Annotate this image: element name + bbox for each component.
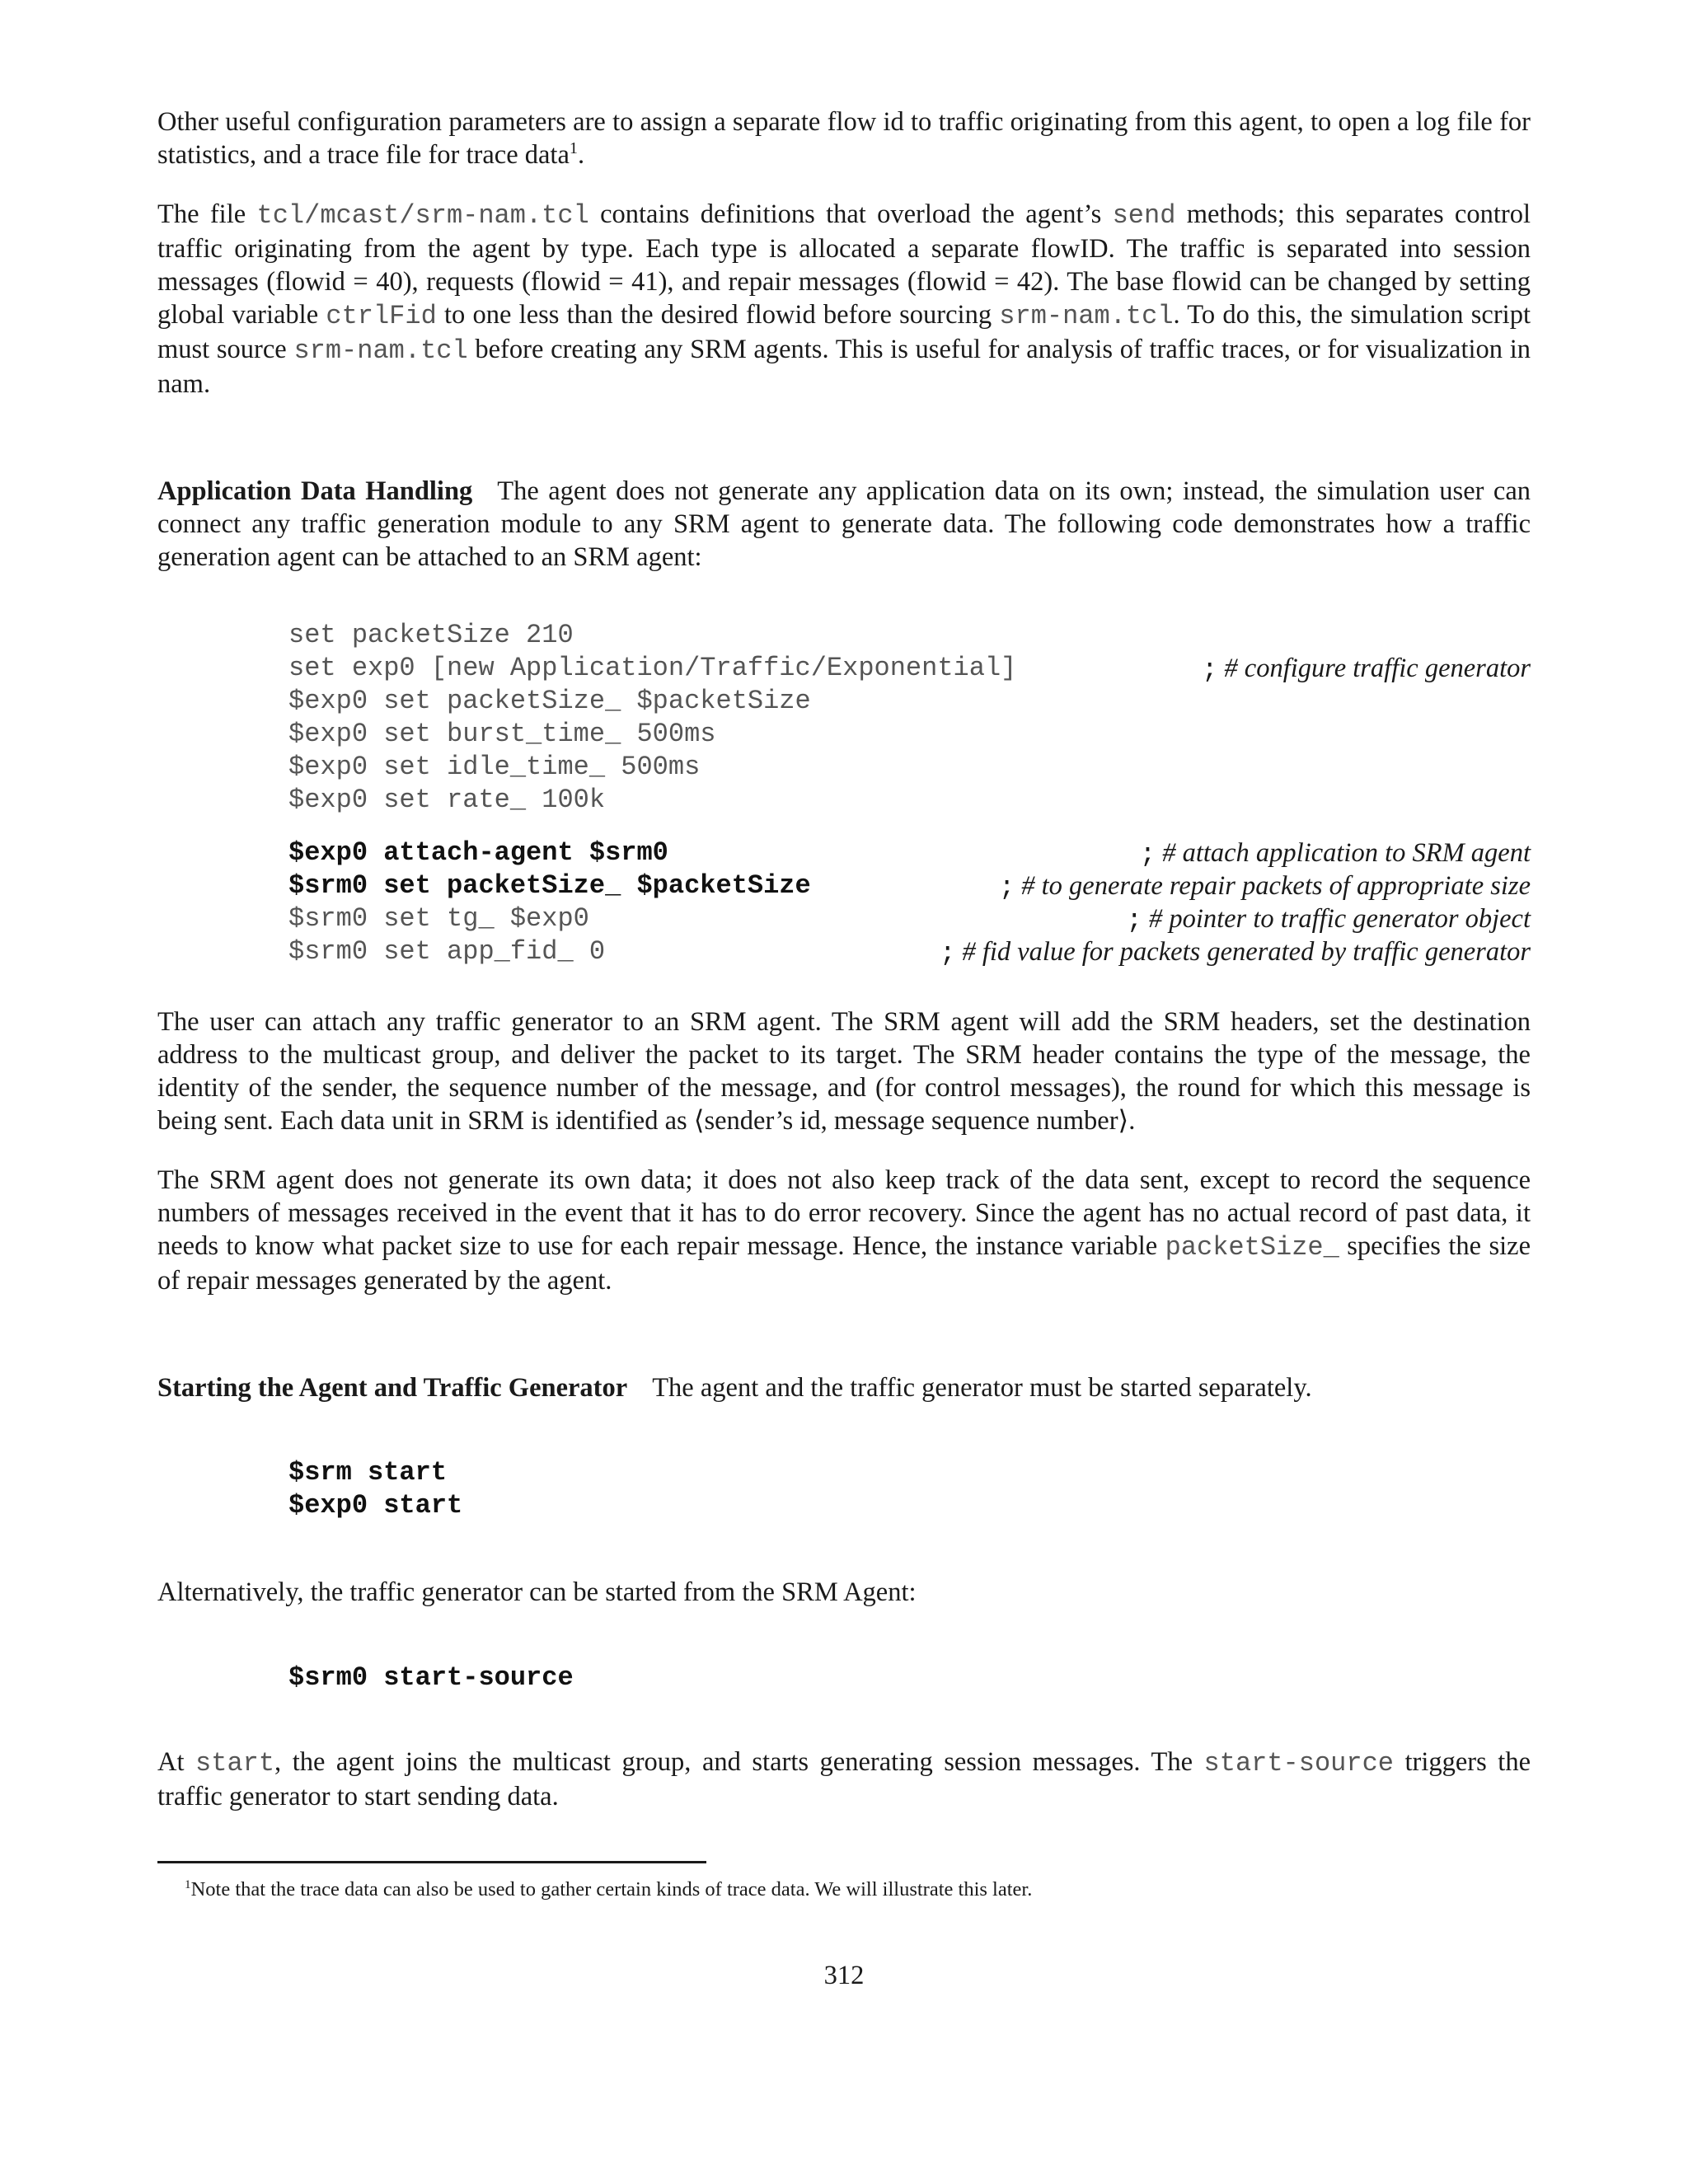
footnote-mark: 1 — [185, 1877, 191, 1891]
code-line — [288, 718, 1531, 751]
footnote-separator — [157, 1861, 706, 1863]
code-line — [288, 652, 1531, 685]
comment-text: # attach application to SRM agent — [1162, 838, 1531, 868]
code-line — [288, 751, 1531, 784]
code-line — [288, 935, 1531, 968]
code-line — [288, 685, 1531, 718]
code-inline: srm-nam.tcl — [999, 301, 1174, 331]
code-comment — [940, 935, 1531, 970]
section-starting-agent: Starting the Agent and Traffic Generator The agent and the traffic generator must be started separately. — [157, 1373, 1312, 1403]
section-application-data-handling: Application Data Handling The agent does not generate any application data on its own; instead, the simulation user can connect any traffic generation module to any SRM agent to generate data. The following code demonstrates how a traffic generation agent can be attached to an SRM agent: — [157, 476, 1531, 572]
code-text: set exp0 [new Application/Traffic/Exponential] — [288, 653, 1017, 683]
code-inline: packetSize_ — [1165, 1232, 1339, 1263]
comment-semicolon: ; — [1202, 654, 1218, 685]
code-text: $srm0 set tg_ $exp0 — [288, 903, 589, 934]
footnote-ref[interactable]: 1 — [569, 139, 578, 158]
footnote — [185, 1877, 1503, 1902]
comment-semicolon: ; — [1126, 905, 1142, 935]
paragraph-start-behaviour: At start, the agent joins the multicast group, and starts generating session messages. The start-source triggers the traffic generator to start sending data. — [157, 1747, 1531, 1811]
comment-text: # configure traffic generator — [1224, 654, 1531, 683]
code-line: $srm0 start-source — [288, 1662, 574, 1693]
code-group-configure — [288, 619, 1531, 817]
code-line — [288, 837, 1531, 869]
code-inline: ctrlFid — [326, 301, 437, 331]
code-line: $exp0 start — [288, 1490, 463, 1521]
comment-text: # fid value for packets generated by traffic generator — [962, 937, 1531, 967]
code-text: $exp0 set packetSize_ $packetSize — [288, 686, 811, 716]
code-group-attach — [288, 837, 1531, 968]
code-text: $exp0 attach-agent $srm0 — [288, 837, 668, 868]
code-text: set packetSize 210 — [288, 620, 574, 650]
code-line: $srm start — [288, 1457, 448, 1488]
section-heading: Application Data Handling — [157, 476, 473, 506]
page-number: 312 — [823, 1961, 865, 1990]
code-text: $srm0 set app_fid_ 0 — [288, 936, 606, 967]
code-comment — [1202, 652, 1531, 687]
comment-semicolon: ; — [998, 872, 1015, 902]
code-text: $exp0 set rate_ 100k — [288, 785, 606, 815]
comment-semicolon: ; — [1139, 839, 1156, 869]
section-heading: Starting the Agent and Traffic Generator — [157, 1373, 628, 1403]
code-inline: start-source — [1203, 1748, 1394, 1779]
paragraph-config-params: Other useful configuration parameters are to assign a separate flow id to traffic originating from this agent, to open a log file for statistics, and a trace file for trace data$^1$. — [157, 107, 1531, 170]
code-text: $srm0 set packetSize_ $packetSize — [288, 870, 811, 901]
footnote-text: Note that the trace data can also be used to gather certain kinds of trace data. We will illustrate this later. — [190, 1878, 1033, 1900]
paragraph-alternative-start: Alternatively, the traffic generator can be started from the SRM Agent: — [157, 1577, 917, 1607]
document-page — [157, 105, 1531, 1813]
code-line — [288, 619, 1531, 652]
code-block-start-source — [288, 1661, 1531, 1694]
code-comment — [999, 869, 1531, 904]
code-text: $exp0 set burst_time_ 500ms — [288, 719, 716, 749]
paragraph-srm-headers: The user can attach any traffic generator to an SRM agent. The SRM agent will add the SRM headers, set the destination address to the multicast group, and deliver the packet to its target. The SRM header contains the type of the message, the identity of the sender, the sequence number of the message, and (for control messages), the round for which this message is being sent. Each data unit in SRM is identified as ⟨sender’s id, message sequence number⟩. — [157, 1007, 1531, 1136]
comment-text: # to generate repair packets of appropriate size — [1021, 871, 1531, 901]
comment-semicolon: ; — [940, 938, 956, 968]
code-inline: tcl/mcast/srm-nam.tcl — [256, 200, 589, 231]
code-inline: start — [195, 1748, 275, 1779]
code-line — [288, 869, 1531, 902]
comment-text: # pointer to traffic generator object — [1148, 904, 1531, 934]
code-text: $exp0 set idle_time_ 500ms — [288, 752, 701, 782]
code-block-traffic-generator — [288, 619, 1531, 968]
paragraph-srm-nam: The file tcl/mcast/srm-nam.tcl contains definitions that overload the agent’s send methods; this separates control traffic originating from the agent by type. Each type is allocated a separate flowID. The traffic is separated into session messages (flowid = 40), requests (flowid = 41), and repair messages (flowid = 42). The base flowid can be changed by setting global variable ctrlFid to one less than the desired flowid before sourcing srm-nam.tcl. To do this, the simulation script must source srm-nam.tcl before creating any SRM agents. This is useful for analysis of traffic traces, or for visualization in nam. — [157, 199, 1531, 399]
code-line — [288, 902, 1531, 935]
code-inline: send — [1112, 200, 1176, 231]
code-inline: srm-nam.tcl — [293, 335, 468, 366]
code-block-start — [288, 1456, 1531, 1522]
paragraph-repair-packet-size: The SRM agent does not generate its own data; it does not also keep track of the data sent, except to record the sequence numbers of messages received in the event that it has to do error recovery. Since the agent has no actual record of past data, it needs to know what packet size to use for each repair message. Hence, the instance variable packetSize_ specifies the size of repair messages generated by the agent. — [157, 1165, 1531, 1296]
code-line — [288, 784, 1531, 817]
code-comment — [1140, 837, 1531, 871]
code-comment — [1127, 902, 1531, 937]
